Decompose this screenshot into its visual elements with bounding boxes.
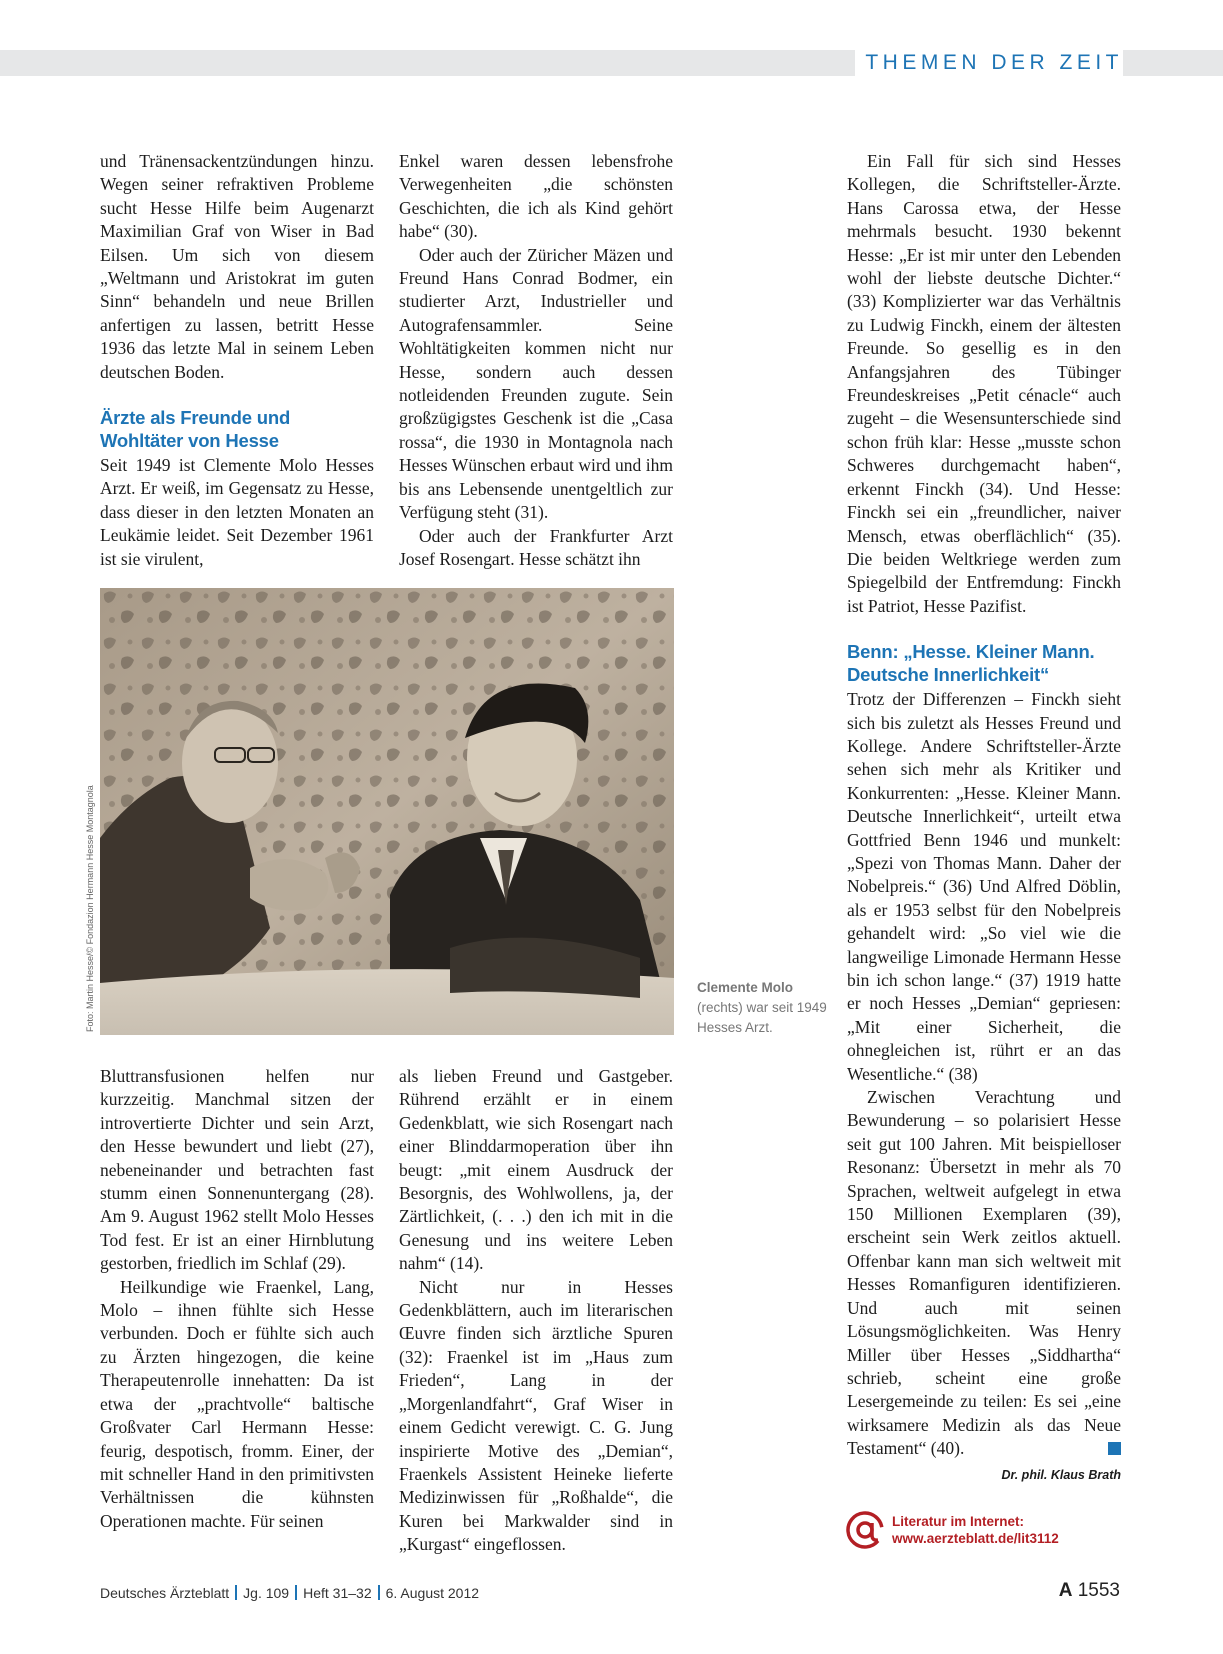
column-middle-top bbox=[399, 150, 673, 571]
footer bbox=[100, 1585, 479, 1601]
paragraph: Ein Fall für sich sind Hesses Kollegen, die Schriftsteller-Ärzte. Hans Carossa etwa, der Hesse mehrmals besucht. 1930 bekennt Hesse: „Er ist mir unter den Lebenden wohl der liebste deutsche Dichter.“ (33) Komplizierter war das Verhältnis zu Ludwig Finckh, einem der ältesten Freunde. So gesellig es in den Anfangsjahren des Tübinger Freundeskreises „Petit cénacle“ auch zugeht – die Wesensunterschiede sind schon früh klar: Hesse „musste schon Schweres durchgemacht haben“, erkennt Finckh (34). Und Hesse: Finckh sei ein „freundlicher, naiver Mensch, etwas oberflächlich“ (35). Die beiden Weltkriege werden zum Spiegelbild der Entfremdung: Finckh ist Patriot, Hesse Pazifist. bbox=[847, 151, 1121, 616]
separator bbox=[378, 1585, 380, 1600]
subheading: Benn: „Hesse. Kleiner Mann. Deutsche Innerlichkeit“ bbox=[847, 641, 1095, 686]
column-left-top bbox=[100, 150, 374, 571]
page-number bbox=[1059, 1580, 1120, 1602]
paragraph: Oder auch der Züricher Mäzen und Freund Hans Conrad Bodmer, ein studierter Arzt, Industrieller und Autografensammler. Seine Wohltätigkeiten kommen nicht nur Hesse, sondern auch dessen notleidenden Freunden zugute. Sein großzügigstes Geschenk ist die „Casa rossa“, die 1930 in Montagnola nach Hesses Wünschen erbaut wird und ihm bis ans Lebensende unentgeltlich zur Verfügung steht (31). bbox=[399, 244, 673, 523]
literature-link[interactable] bbox=[845, 1510, 1125, 1554]
column-right bbox=[847, 150, 1121, 1487]
paragraph: als lieben Freund und Gastgeber. Rührend erzählt er in einem Gedenkblatt, wie sich Rosengart nach einer Blinddarmoperation über ihn beugt: „mit einem Ausdruck der Besorgnis, des Wohlwollens, ja, der Zärtlichkeit, (. . .) den ich mit in die Genesung und ins weitere Leben nahm“ (14). bbox=[399, 1066, 673, 1274]
author: Dr. phil. Klaus Brath bbox=[1001, 1467, 1121, 1482]
photo-credit: Foto: Martin Hesse/© Fondazion Hermann Hesse Montagnola bbox=[85, 785, 95, 1032]
paragraph: Bluttransfusionen helfen nur kurzzeitig. Manchmal sitzen der introvertierte Dichter und sein Arzt, den Hesse bewundert und liebt (27), nebeneinander und betrachten fast stumm einen Sonnenuntergang (28). Am 9. August 1962 stellt Molo Hesses Tod fest. Er ist an einer Hirnblutung gestorben, friedlich im Schlaf (29). bbox=[100, 1066, 374, 1274]
paragraph: Seit 1949 ist Clemente Molo Hesses Arzt. Er weiß, im Gegensatz zu Hesse, dass dieser in den letzten Monaten an Leukämie leidet. Seit Dezember 1961 ist sie virulent, bbox=[100, 455, 374, 569]
literature-url[interactable]: www.aerzteblatt.de/lit3112 bbox=[892, 1531, 1059, 1546]
literature-text bbox=[892, 1513, 1059, 1547]
journal-name: Deutsches Ärzteblatt bbox=[100, 1585, 230, 1601]
column-left-bottom bbox=[100, 1065, 374, 1533]
subheading: Ärzte als Freunde und Wohltäter von Hesse bbox=[100, 407, 291, 452]
volume: Jg. 109 bbox=[243, 1585, 290, 1601]
section-title: THEMEN DER ZEIT bbox=[855, 50, 1123, 76]
column-middle-bottom bbox=[399, 1065, 673, 1557]
paragraph: Enkel waren dessen lebensfrohe Verwegenheiten „die schönsten Geschichten, die ich als Kind gehört habe“ (30). bbox=[399, 151, 673, 242]
caption-text: (rechts) war seit 1949 Hesses Arzt. bbox=[697, 1000, 827, 1035]
photo-caption bbox=[697, 978, 827, 1038]
paragraph: Trotz der Differenzen – Finckh sieht sich bis zuletzt als Hesses Freund und Kollege. Andere Schriftsteller-Ärzte sehen sich mehr als Kritiker und Konkurrenten: „Hesse. Kleiner Mann. Deutsche Innerlichkeit“, urteilt etwa Gottfried Benn 1946 und munkelt: „Spezi von Thomas Mann. Daher der Nobelpreis.“ (36) Und Alfred Döblin, als er 1953 selbst für den Nobelpreis gehandelt wird: „So viel wie die langweilige Limonade Hermann Hesse bin ich schon lange.“ (37) 1919 hatte er noch Hesses „Demian“ gepriesen: „Mit einer Sicherheit, die ohnegleichen ist, rührt er an das Wesentliche.“ (38) bbox=[847, 689, 1121, 1084]
date: 6. August 2012 bbox=[385, 1585, 480, 1601]
paragraph: Heilkundige wie Fraenkel, Lang, Molo – ihnen fühlte sich Hesse verbunden. Doch er fühlte sich auch zu Ärzten hingezogen, die keine Therapeutenrolle innehatten: Da ist etwa der „prachtvolle“ baltische Großvater Carl Hermann Hesse: feurig, despotisch, fromm. Einer, der mit schneller Hand in den primitivsten Verhältnissen die kühnsten Operationen machte. Für seinen bbox=[100, 1276, 374, 1531]
page-prefix: A bbox=[1058, 1580, 1073, 1601]
separator bbox=[295, 1585, 297, 1600]
paragraph: Nicht nur in Hesses Gedenkblättern, auch im literarischen Œuvre finden sich ärztliche Spuren (32): Fraenkel ist im „Haus zum Frieden“, Lang in der „Morgenlandfahrt“, Graf Wiser in einem Gedicht verewigt. C. G. Jung inspirierte Motive des „Demian“, Fraenkels Assistent Heineke lieferte Medizinwissen für „Roßhalde“, die Kuren bei Markwalder sind in „Kurgast“ eingeflossen. bbox=[399, 1276, 673, 1555]
issue: Heft 31–32 bbox=[303, 1585, 372, 1601]
paragraph: Oder auch der Frankfurter Arzt Josef Rosengart. Hesse schätzt ihn bbox=[399, 525, 673, 569]
paragraph-text: Zwischen Verachtung und Bewunderung – so polarisiert Hesse seit gut 100 Jahren. Mit beispielloser Resonanz: Übersetzt in mehr als 70 Sprachen, weltweit aufgelegt in etwa 150 Millionen Exemplaren (39), erscheint sein Werk zeitlos aktuell. Offenbar kann man sich weltweit mit Hesses Romanfiguren identifizieren. Und auch mit seinen Lösungsmöglichkeiten. Was Henry Miller über Hesses „Siddhartha“ schrieb, scheint eine große Lesergemeinde zu teilen: Es sei „eine wirksamere Medizin als das Neue Testament“ (40). bbox=[847, 1087, 1121, 1459]
paragraph bbox=[847, 1086, 1121, 1461]
at-sign-icon bbox=[845, 1510, 885, 1550]
end-mark-icon bbox=[1108, 1442, 1121, 1455]
paragraph: und Tränensackentzündungen hinzu. Wegen seiner refraktiven Probleme sucht Hesse Hilfe beim Augenarzt Maximilian Graf von Wiser in Bad Eilsen. Um sich von diesem „Weltmann und Aristokrat im guten Sinn“ behandeln und neue Brillen anfertigen zu lassen, betritt Hesse 1936 das letzte Mal in seinem Leben deutschen Boden. bbox=[100, 151, 374, 382]
photo-hesse-molo bbox=[100, 588, 674, 1035]
literature-label: Literatur im Internet: bbox=[892, 1514, 1025, 1529]
caption-name: Clemente Molo bbox=[697, 980, 794, 995]
page-number-value: 1553 bbox=[1077, 1580, 1120, 1601]
separator bbox=[235, 1585, 237, 1600]
